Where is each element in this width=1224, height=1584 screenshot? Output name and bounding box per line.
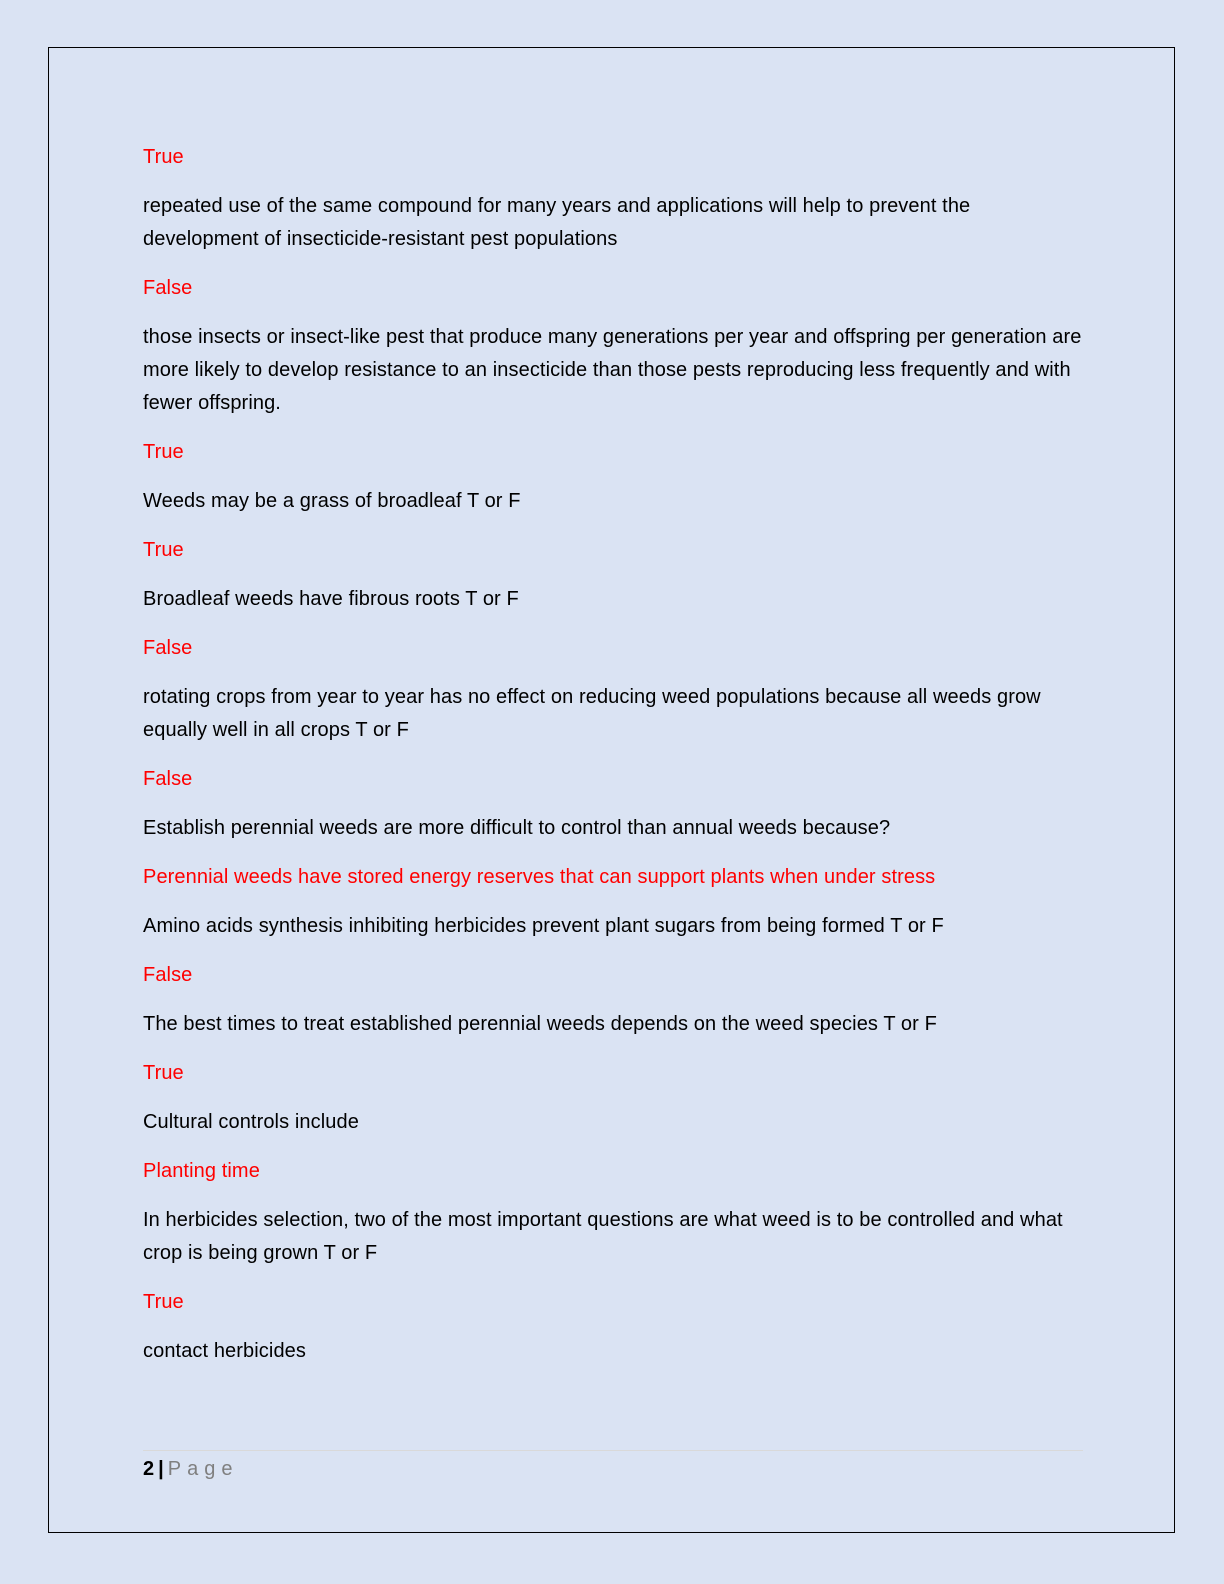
page-number: 2 — [143, 1458, 155, 1480]
question-text: Weeds may be a grass of broadleaf T or F — [143, 490, 521, 512]
question-text: The best times to treat established perennial weeds depends on the weed species T or F — [143, 1013, 937, 1035]
answer-text: True — [143, 146, 184, 168]
question-text: Establish perennial weeds are more difficult to control than annual weeds because? — [143, 817, 891, 839]
question-text: Amino acids synthesis inhibiting herbicides prevent plant sugars from being formed T or F — [143, 915, 944, 937]
answer-text: True — [143, 1062, 184, 1084]
answer-text: True — [143, 1291, 184, 1313]
answer-text: False — [143, 964, 193, 986]
document-body — [143, 141, 1083, 1384]
footer-separator: | — [158, 1458, 164, 1480]
answer-text: Planting time — [143, 1160, 260, 1182]
question-text: those insects or insect-like pest that produce many generations per year and offspring per generation are more likely to develop resistance to an insecticide than those pests reproducing less frequently and with fewer offspring. — [143, 326, 1082, 414]
question-text: contact herbicides — [143, 1340, 307, 1362]
page-label: Page — [167, 1458, 239, 1480]
answer-text: Perennial weeds have stored energy reserves that can support plants when under stress — [143, 866, 936, 888]
question-text: Cultural controls include — [143, 1111, 359, 1133]
answer-text: True — [143, 539, 184, 561]
question-text: rotating crops from year to year has no effect on reducing weed populations because all weeds grow equally well in all crops T or F — [143, 686, 1041, 741]
question-text: Broadleaf weeds have fibrous roots T or F — [143, 588, 519, 610]
answer-text: False — [143, 768, 193, 790]
answer-text: False — [143, 277, 193, 299]
question-text: repeated use of the same compound for many years and applications will help to prevent the development of insecticide-resistant pest populations — [143, 195, 971, 250]
page-footer — [143, 1450, 1083, 1483]
question-text: In herbicides selection, two of the most important questions are what weed is to be controlled and what crop is being grown T or F — [143, 1209, 1063, 1264]
answer-text: False — [143, 637, 193, 659]
answer-text: True — [143, 441, 184, 463]
